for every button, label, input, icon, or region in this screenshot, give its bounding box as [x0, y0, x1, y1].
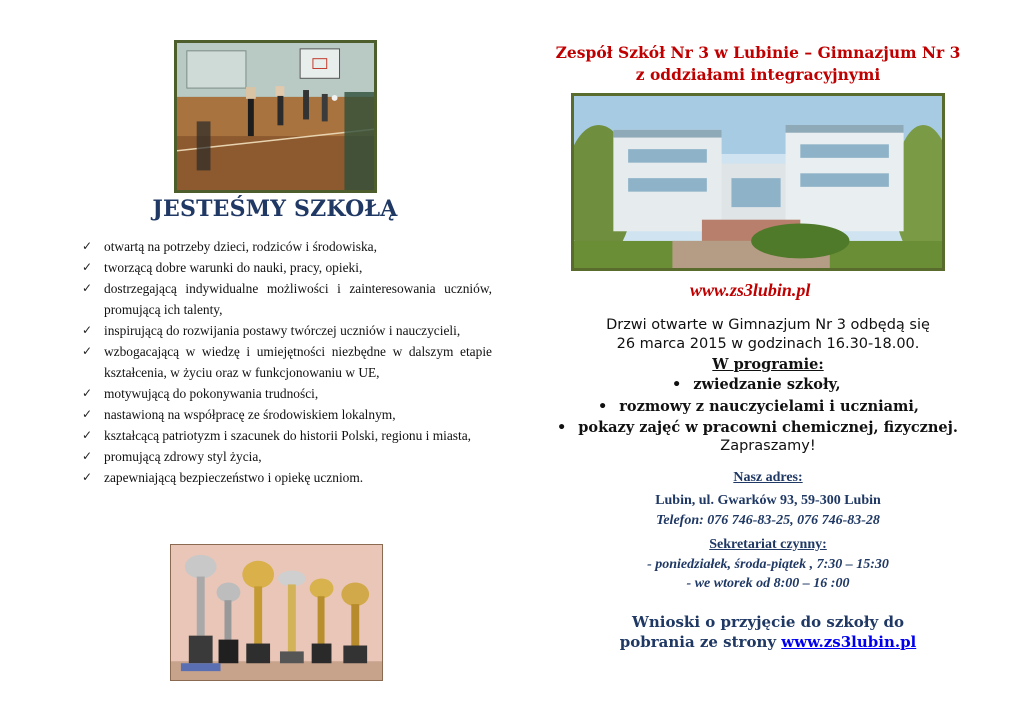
program-item	[598, 398, 919, 415]
program-item-text: pokazy zajęć w pracowni chemicznej, fizycznej.	[578, 419, 958, 436]
school-qualities-list	[80, 236, 492, 488]
application-line1: Wnioski o przyjęcie do szkoły do	[632, 613, 904, 631]
list-item	[80, 467, 492, 488]
check-icon: ✓	[82, 386, 93, 400]
list-item	[80, 236, 492, 257]
list-item-text: motywującą do pokonywania trudności,	[104, 386, 319, 401]
trophies-photo	[170, 544, 383, 681]
list-item-text: wzbogacającą w wiedzę i umiejętności niezbędne w dalszym etapie kształcenia, w życiu oraz w funkcjonowaniu w UE,	[104, 344, 492, 380]
program-item	[557, 419, 958, 436]
check-icon: ✓	[82, 428, 93, 442]
check-icon: ✓	[82, 260, 93, 274]
phone-text: Telefon: 076 746-83-25, 076 746-83-28	[656, 513, 880, 528]
application-line2	[548, 632, 988, 652]
hours-line: - we wtorek od 8:00 – 16 :00	[686, 576, 850, 591]
program-item-text: rozmowy z nauczycielami i uczniami,	[619, 398, 919, 415]
school-title-line1: Zespół Szkół Nr 3 w Lubinie – Gimnazjum Nr 3	[555, 43, 961, 62]
list-item	[80, 278, 492, 320]
program-heading: W programie:	[712, 356, 824, 373]
list-item-text: kształcącą patriotyzm i szacunek do historii Polski, regionu i miasta,	[104, 428, 472, 443]
list-item-text: inspirującą do rozwijania postawy twórczej uczniów i nauczycieli,	[104, 323, 461, 338]
website-link[interactable]: www.zs3lubin.pl	[781, 633, 917, 651]
invitation-text: Zapraszamy!	[720, 438, 816, 454]
page-heading: JESTEŚMY SZKOŁĄ	[152, 196, 398, 222]
bullet-icon: •	[598, 399, 608, 415]
list-item	[80, 425, 492, 446]
list-item	[80, 404, 492, 425]
program-item	[672, 376, 841, 393]
open-day-announcement	[548, 316, 988, 354]
check-icon: ✓	[82, 470, 93, 484]
school-title	[520, 42, 996, 86]
open-day-line1: Drzwi otwarte w Gimnazjum Nr 3 odbędą się	[606, 317, 930, 333]
school-building-photo	[571, 93, 945, 271]
list-item	[80, 383, 492, 404]
bullet-icon: •	[557, 420, 567, 436]
list-item-text: promującą zdrowy styl życia,	[104, 449, 262, 464]
list-item	[80, 341, 492, 383]
address-heading: Nasz adres:	[733, 470, 803, 485]
check-icon: ✓	[82, 323, 93, 337]
check-icon: ✓	[82, 239, 93, 253]
check-icon: ✓	[82, 281, 93, 295]
open-day-line2: 26 marca 2015 w godzinach 16.30-18.00.	[616, 336, 920, 352]
application-info	[548, 612, 988, 652]
list-item	[80, 446, 492, 467]
list-item-text: tworzącą dobre warunki do nauki, pracy, opieki,	[104, 260, 363, 275]
check-icon: ✓	[82, 449, 93, 463]
list-item	[80, 320, 492, 341]
address-text: Lubin, ul. Gwarków 93, 59-300 Lubin	[655, 493, 881, 508]
bullet-icon: •	[672, 377, 682, 393]
application-line2-text: pobrania ze strony	[619, 633, 782, 651]
website-script-link[interactable]: www.zs3lubin.pl	[690, 280, 811, 300]
program-item-text: zwiedzanie szkoły,	[693, 376, 841, 393]
check-icon: ✓	[82, 407, 93, 421]
list-item-text: nastawioną na współpracę ze środowiskiem lokalnym,	[104, 407, 396, 422]
hours-line: - poniedziałek, środa-piątek , 7:30 – 15:30	[647, 557, 889, 572]
list-item-text: otwartą na potrzeby dzieci, rodziców i środowiska,	[104, 239, 377, 254]
check-icon: ✓	[82, 344, 93, 358]
list-item-text: dostrzegającą indywidualne możliwości i zainteresowania uczniów, promującą ich talenty,	[104, 281, 492, 317]
school-title-line2: z oddziałami integracyjnymi	[635, 65, 881, 84]
list-item	[80, 257, 492, 278]
secretariat-heading: Sekretariat czynny:	[709, 537, 827, 552]
gym-photo	[174, 40, 377, 193]
list-item-text: zapewniającą bezpieczeństwo i opiekę uczniom.	[104, 470, 364, 485]
